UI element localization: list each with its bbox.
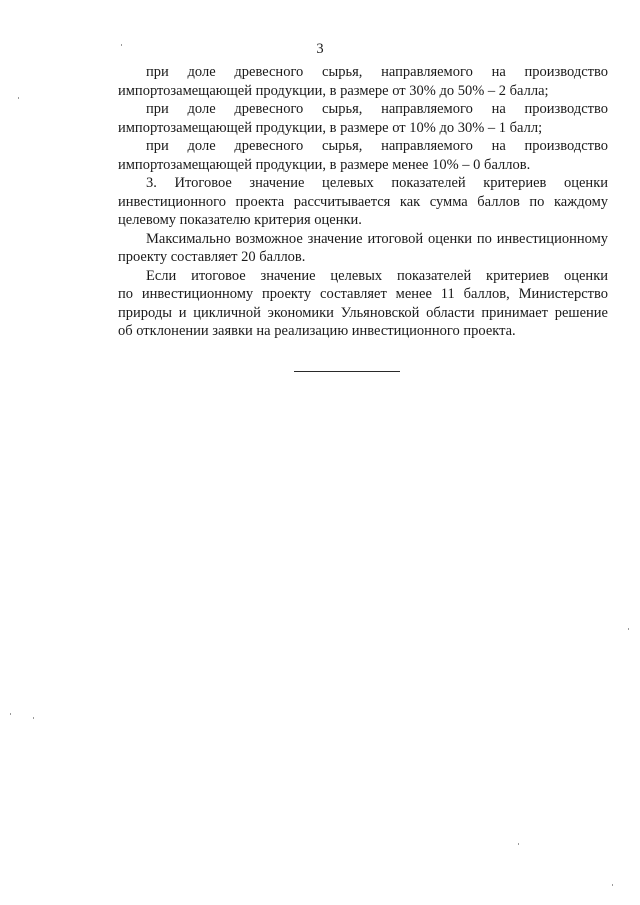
text-line: Максимально возможное значение итоговой оценки по инвестиционному: [146, 230, 608, 247]
text-line: импортозамещающей продукции, в размере от 30% до 50% – 2 балла;: [118, 82, 549, 99]
scan-speck: [628, 628, 629, 630]
text-line: при доле древесного сырья, направляемого на производство: [146, 64, 608, 80]
text-line: природы и цикличной экономики Ульяновской области принимает решение: [118, 304, 608, 321]
text-line: инвестиционного проекта рассчитывается как сумма баллов по каждому: [118, 193, 608, 210]
scan-speck: [121, 44, 122, 46]
text-line: импортозамещающей продукции, в размере менее 10% – 0 баллов.: [118, 156, 531, 173]
text-line: Если итоговое значение целевых показателей критериев оценки: [146, 267, 608, 284]
text-line: импортозамещающей продукции, в размере от 10% до 30% – 1 балл;: [118, 119, 543, 136]
scan-speck: [612, 884, 613, 886]
scan-speck: [18, 97, 19, 99]
text-line: при доле древесного сырья, направляемого на производство: [146, 101, 608, 117]
scan-speck: [33, 717, 34, 719]
page-number: 3: [316, 41, 324, 57]
text-line: 3. Итоговое значение целевых показателей критериев оценки: [146, 175, 608, 191]
scan-speck: [518, 843, 519, 845]
text-line: об отклонении заявки на реализацию инвестиционного проекта.: [118, 323, 516, 339]
scan-speck: [10, 713, 11, 715]
end-of-text-rule: [294, 371, 400, 372]
document-body: [118, 63, 608, 341]
text-line: проекту составляет 20 баллов.: [118, 249, 306, 265]
text-line: при доле древесного сырья, направляемого на производство: [146, 138, 608, 154]
text-line: по инвестиционному проекту составляет менее 11 баллов, Министерство: [118, 286, 608, 302]
text-line: целевому показателю критерия оценки.: [118, 212, 362, 228]
